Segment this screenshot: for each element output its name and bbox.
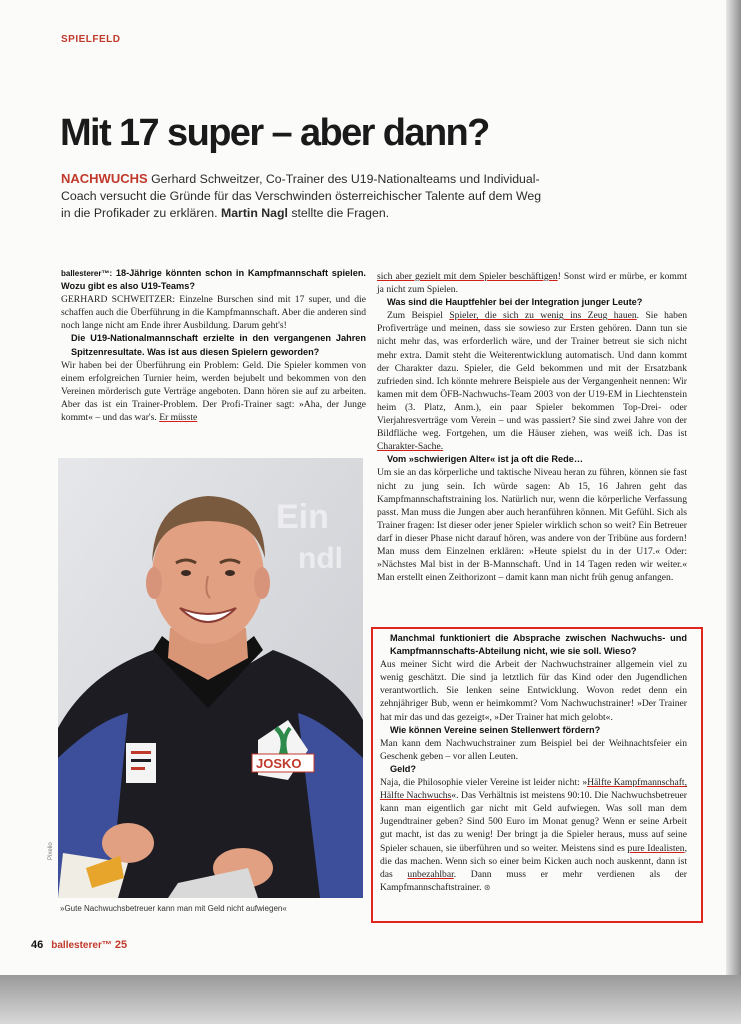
underlined-text: Charakter-Sache. (377, 441, 444, 453)
issue-number: 25 (114, 939, 128, 951)
question: Die U19-Nationalmannschaft erzielte in den vergangenen Jahren Spitzenresultate. Was ist aus diesen Spielern geworden? (71, 333, 366, 357)
svg-text:ndl: ndl (298, 542, 343, 575)
lead-text: Gerhard Schweitzer, Co-Trainer des U19-Nationalteams und Individual-Coach versucht die Gründe für das Verschwinden österreichischer Talente auf dem Weg in die Profikader zu erklären. (61, 172, 542, 220)
lead-keyword: NACHWUCHS (61, 171, 148, 186)
question: ballesterer™: 18-Jährige könnten schon in Kampfmannschaft spielen. Wozu gibt es also U19-Teams? (61, 268, 366, 292)
page-edge (726, 0, 741, 975)
underlined-text: sich aber gezielt mit dem Spieler beschäftigen (377, 271, 558, 282)
underlined-text: Hälfte Kampfmannschaft, Hälfte Nachwuchs (380, 777, 687, 802)
page-footer (31, 939, 127, 951)
portrait-photo (58, 458, 363, 898)
question: Was sind die Hauptfehler bei der Integration junger Leute? (387, 297, 643, 308)
photo-credit: Pixelio (48, 842, 54, 860)
question: Vom »schwierigen Alter« ist ja oft die Rede… (387, 454, 584, 465)
page-number: 46 (31, 939, 44, 951)
answer: Naja, die Philosophie vieler Vereine ist leider nicht: »Hälfte Kampfmannschaft, Hälfte Nachwuchs«. Das Verhältnis ist meistens 90:10. Die Nachwuchsbetreuer kann man eigentlich gar nicht mit Geld aufwiegen. Was soll man dem Jugendtrainer geben? Sind 500 Euro im Monat genug? Wenn er seine Arbeit gut macht, ist das zu wenig! Der bringt ja die Spieler heraus, muss auf seine Spieler schauen, sie überführen und so weiter. Meistens sind es pure Idealisten, die das machen. Wenn sich so einer beim Kicken auch noch auskennt, dann ist das unbezahlbar. Dann muss er mehr verdienen als der Kampfmannschaftstrainer. ⊛ (380, 777, 687, 893)
jacket-logo: JOSKO (256, 756, 302, 771)
answer: Man kann dem Nachwuchstrainer zum Beispiel bei der Weihnachtsfeier ein Geschenk geben – vor allen Leuten. (380, 737, 687, 762)
svg-text:Ein: Ein (276, 498, 329, 536)
photo-caption: »Gute Nachwuchsbetreuer kann man mit Geld nicht aufwiegen« (60, 904, 287, 913)
lead-author: Martin Nagl (220, 206, 288, 220)
lead-paragraph (61, 170, 551, 222)
answer: Zum Beispiel Spieler, die sich zu wenig ins Zeug hauen. Sie haben Profiverträge und meinen, dass sie sowieso zur Ersten gehören. Dann tun sie nicht mehr das, was erforderlich wäre, und der Trainer betreut sie sich nicht mehr extra. Damit steht die Weiterentwicklung automatisch. Und dann kommt der Charakter dazu. Spieler, die Geld bekommen und mit der Ersatzbank zufrieden sind. Ich könnte mehrere Beispiele aus der Vergangenheit nennen: Wir kamen mit dem ÖFB-Nachwuchs-Team 2003 von der U19-EM in Liechtenstein heim (3. Platz, Anm.), ein paar Spieler bekommen Top-Drei- oder Vierjahresverträge vom Verein – und was passiert? Sie sind zwei Jahre von der Bildfläche weg. Fortgehen, um die Häuser ziehen, was weiß ich. Das ist Charakter-Sache. (377, 310, 687, 453)
magazine-label: ballesterer™: (61, 269, 113, 278)
portrait-illustration (58, 458, 363, 898)
question: Geld? (390, 763, 417, 774)
highlight-box (371, 627, 703, 923)
scan-background (0, 975, 741, 1024)
answer-continuation: sich aber gezielt mit dem Spieler beschäftigen! Sonst wird er mürbe, er kommt ja nicht zum Spielen. (377, 271, 688, 296)
end-mark: ⊛ (483, 882, 491, 892)
right-column (377, 270, 687, 584)
section-rubric: SPIELFELD (61, 34, 121, 45)
answer: Aus meiner Sicht wird die Arbeit der Nachwuchstrainer allgemein viel zu wenig geschätzt. Die sind ja letztlich für das Kind oder den Jugendlichen verantwortlich. Sie lenken seine Entwicklung. Wovon redet denn ein zehnjähriger Bub, wenn er heimkommt? Vom Nachwuchstrainer! »Der Trainer hat mir das und das gezeigt«, »Der Trainer hat mich gelobt«. (380, 659, 687, 723)
question: Wie können Vereine seinen Stellenwert fördern? (390, 724, 601, 735)
magazine-name: ballesterer™ (51, 940, 112, 951)
answer: Um sie an das körperliche und taktische Niveau heran zu führen, können sie fast nicht zu jung sein. Ich würde sagen: Ab 15, 16 Jahren geht das Kampfmannschaftstraining los. Natürlich nur, wenn die körperliche Verfassung passt. Man muss die Jungen aber auch heranführen können. Mit Gefühl. Sich als Trainer fragen: Ist dieser oder jener Spieler wirklich schon so weit? Ein Betreuer darf in dieser Phase nicht darauf hören, was andere von der Tribüne aus fordern! Man muss dem Einzelnen erklären: »Heute spielst du in der U17.« Oder: »Nächstes Mal bist in der B-Mannschaft. Und in 14 Tagen reden wir weiter.« Man erstellt einen Zeithorizont – damit kann man nicht früh genug anfangen. (377, 467, 687, 584)
answer: Wir haben bei der Überführung ein Problem: Geld. Die Spieler kommen von einem erfolgreichen Turnier heim, werden bejubelt und bekommen von den Vereinen mörderisch gute Verträge angeboten. Dann hören sie auf zu arbeiten. Aber das ist ein Trainer-Problem. Der Profi-Trainer sagt: »Aha, der Junge kommt« – und das war's. Er müsste (61, 359, 366, 424)
answer: GERHARD SCHWEITZER: Einzelne Burschen sind mit 17 super, und die schaffen auch die Überführung in die Kampfmannschaft. Aber die anderen sind noch lange nicht am Ende ihrer Ausbildung. Darum geht's! (61, 294, 366, 332)
underlined-text: pure Idealisten (627, 842, 685, 854)
underlined-text: Er müsste (159, 412, 198, 424)
underlined-text: Spieler, die sich zu wenig ins Zeug hauen (449, 310, 637, 322)
underlined-text: unbezahlbar (407, 868, 454, 880)
lead-text-end: stellte die Fragen. (287, 206, 390, 220)
left-column (61, 267, 366, 424)
headline: Mit 17 super – aber dann? (60, 112, 489, 154)
question: Manchmal funktioniert die Absprache zwischen Nachwuchs- und Kampfmannschafts-Abteilung nicht, wie sie soll. Wieso? (390, 633, 687, 657)
